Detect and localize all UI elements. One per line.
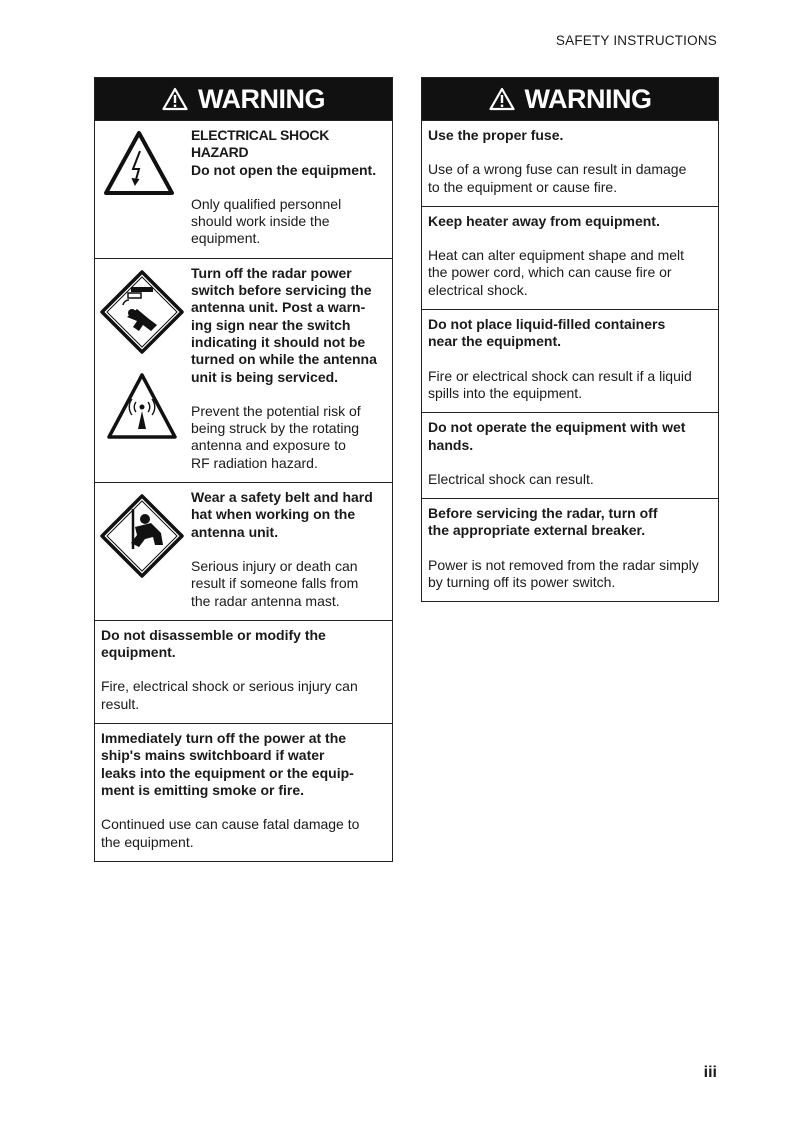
heading-line: near the equipment. [428, 333, 562, 350]
heading-line: unit is being serviced. [191, 368, 339, 385]
warning-triangle-icon [489, 87, 515, 111]
heading-line: Before servicing the radar, turn off [428, 505, 658, 522]
body-line: being struck by the rotating [191, 420, 360, 437]
body-line: antenna and exposure to [191, 437, 346, 454]
body-line: to the equipment or cause fire. [428, 178, 618, 195]
body-line: Prevent the potential risk of [191, 402, 361, 419]
body-line: Serious injury or death can [191, 557, 358, 574]
warning-triangle-icon [162, 87, 188, 111]
page-number: iii [703, 1064, 717, 1081]
rf-radiation-icon [105, 371, 179, 441]
heading-line: Use the proper fuse. [428, 127, 564, 143]
section-antenna-service [95, 258, 392, 482]
heading-line: hat when working on the [191, 506, 356, 523]
electrical-shock-icon [102, 129, 176, 197]
body-line: electrical shock. [428, 281, 528, 298]
warning-banner-label: WARNING [198, 83, 325, 114]
body-line: Continued use can cause fatal damage to [101, 816, 360, 833]
heading-line: Turn off the radar power [191, 264, 352, 281]
body-line: Use of a wrong fuse can result in damage [428, 161, 687, 178]
warning-box-left [94, 77, 393, 862]
heading-line: antenna unit. [191, 523, 279, 540]
heading-line: antenna unit. Post a warn- [191, 299, 366, 316]
body-line: the power cord, which can cause fire or [428, 264, 672, 281]
body-line: Only qualified personnel [191, 195, 342, 212]
body-line: Fire, electrical shock or serious injury can [101, 678, 358, 695]
heading-line: Wear a safety belt and hard [191, 489, 373, 506]
body-line: Heat can alter equipment shape and melt [428, 247, 685, 264]
body-line: spills into the equipment. [428, 384, 583, 401]
heading-line: hands. [428, 436, 474, 453]
hazard-title: ELECTRICAL SHOCK HAZARD [191, 127, 330, 161]
body-line: Electrical shock can result. [428, 470, 594, 487]
section-proper-fuse [422, 120, 718, 206]
heading-line: Do not disassemble or modify the [101, 626, 326, 643]
fall-hazard-icon [99, 493, 185, 579]
heading-line: the appropriate external breaker. [428, 522, 646, 539]
section-water-smoke [95, 723, 392, 861]
heading-line: switch before servicing the [191, 282, 372, 299]
body-line: equipment. [191, 230, 261, 247]
body-line: result. [101, 695, 140, 712]
body-line: should work inside the [191, 213, 330, 230]
heading-line: indicating it should not be [191, 333, 366, 350]
section-heater [422, 206, 718, 309]
body-line: result if someone falls from [191, 575, 359, 592]
body-line: Power is not removed from the radar simply [428, 556, 699, 573]
section-liquid-containers [422, 309, 718, 412]
heading-line: leaks into the equipment or the equip- [101, 764, 354, 781]
page-header: SAFETY INSTRUCTIONS [555, 33, 717, 48]
heading-line: Immediately turn off the power at the [101, 730, 347, 747]
warning-box-right [421, 77, 719, 602]
warning-banner [422, 78, 718, 120]
heading-line: ship's mains switchboard if water [101, 747, 325, 764]
body-line: by turning off its power switch. [428, 574, 616, 591]
section-wet-hands [422, 412, 718, 498]
heading-line: ing sign near the switch [191, 316, 351, 333]
section-heading: Do not open the equipment. [191, 161, 377, 178]
section-electrical-shock [95, 120, 392, 258]
warning-banner-label: WARNING [524, 83, 652, 114]
heading-line: ment is emitting smoke or fire. [101, 781, 305, 798]
heading-line: turned on while the antenna [191, 351, 377, 368]
section-safety-belt [95, 482, 392, 620]
heading-line: Keep heater away from equipment. [428, 212, 660, 229]
heading-line: Do not place liquid-filled containers [428, 316, 666, 333]
section-disassemble [95, 620, 392, 723]
body-line: RF radiation hazard. [191, 454, 318, 471]
body-line: the radar antenna mast. [191, 592, 340, 609]
section-external-breaker [422, 498, 718, 601]
rotating-antenna-hazard-icon [99, 269, 185, 355]
body-line: Fire or electrical shock can result if a liquid [428, 367, 692, 384]
heading-line: Do not operate the equipment with wet [428, 419, 686, 436]
heading-line: equipment. [101, 644, 176, 661]
warning-banner [95, 78, 392, 120]
body-line: the equipment. [101, 833, 194, 850]
